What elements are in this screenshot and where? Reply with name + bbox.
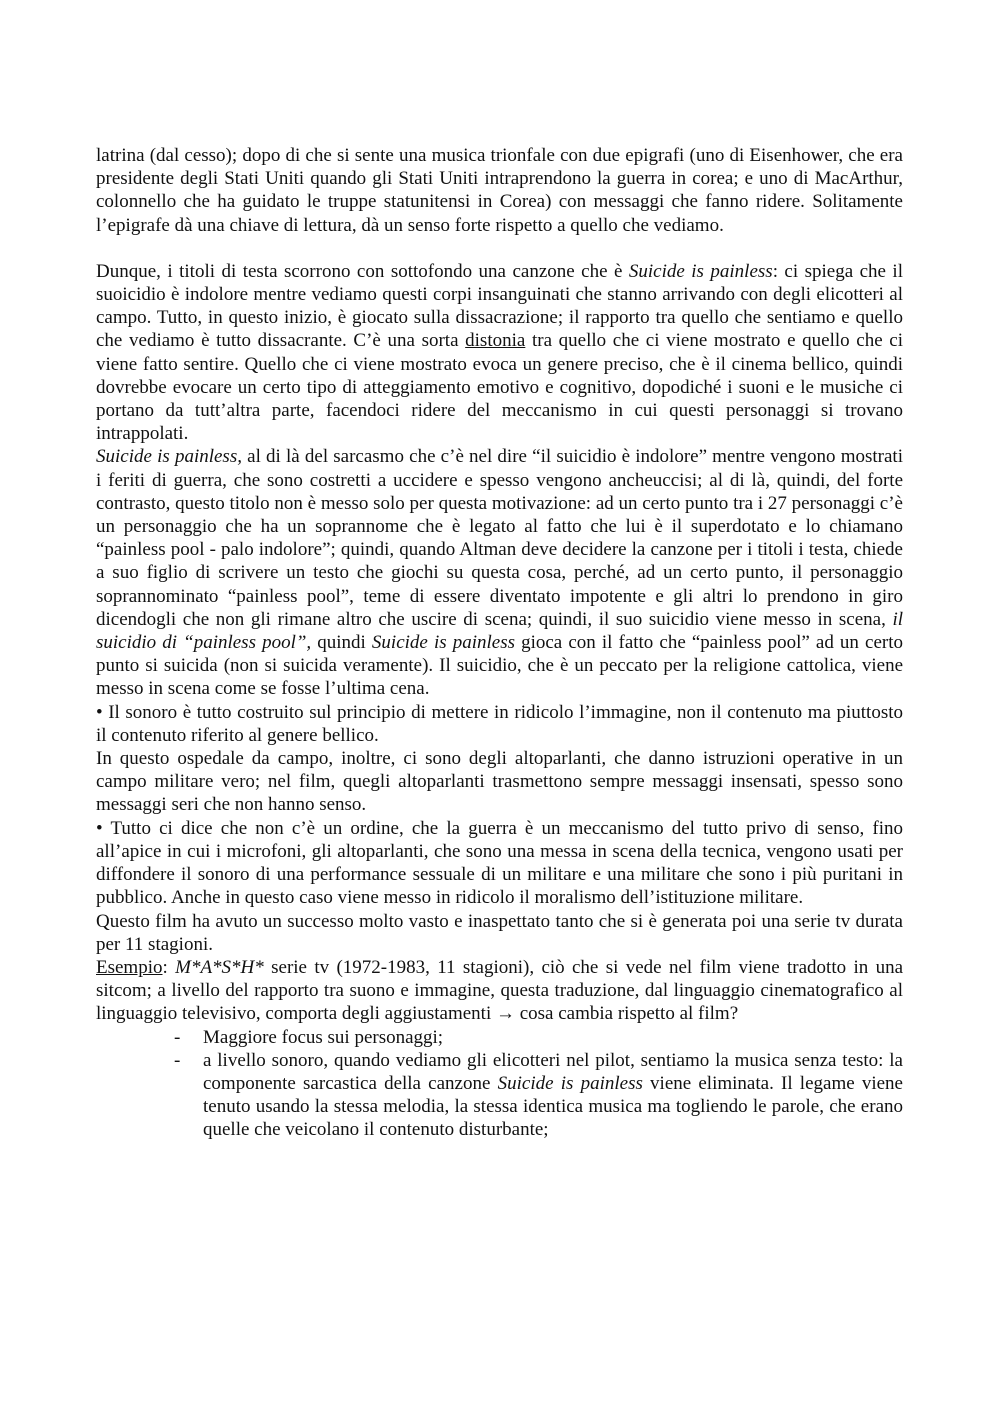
paragraph-example	[96, 956, 903, 1026]
paragraph-suicide-is-painless	[96, 445, 903, 700]
paragraph-gap	[96, 237, 903, 260]
list-item	[96, 1049, 903, 1142]
paragraph-opening-titles	[96, 260, 903, 446]
text-run: quindi	[311, 632, 372, 654]
text-run: al di là del sarcasmo che c’è nel dire “il suicidio è indolore” mentre vengono mostrati i feriti di guerra, che sono costretti a uccidere e spesso vengono ancheuccisi; al di là, quindi, del forte contrasto, questo titolo non è messo solo per questa motivazione: ad un certo punto tra i 27 personaggi c’è un personaggio che ha un soprannome che è legato al fatto che lui è il superdotato e lo chiamano “painless pool - palo indolore”; quindi, quando Altman deve decidere la canzone per i titoli i testa, chiede a suo figlio di scrivere un testo che giochi su questa cosa, perché, ad un certo punto, il personaggio soprannominato “painless pool”, teme di essere diventato impotente e gli altri lo prendono in giro dicendogli che non gli rimane altro che uscire di scena; quindi, il suo suicidio viene messo in scena,	[96, 446, 903, 630]
song-title: Suicide is painless	[628, 260, 773, 282]
text-run: gioca con il fatto che “painless pool” ad un certo punto si suicida (non si suicida veramente). Il suicidio, che è un peccato per la religione cattolica, viene messo in scena come se fosse l’ultima cena.	[96, 632, 903, 700]
paragraph-loudspeakers: In questo ospedale da campo, inoltre, ci sono degli altoparlanti, che danno istruzioni operative in un campo militare vero; nel film, quegli altoparlanti trasmettono sempre messaggi insensati, spesso sono messaggi seri che non hanno senso.	[96, 748, 903, 816]
paragraph-tv-series: Questo film ha avuto un successo molto vasto e inaspettato tanto che si è generata poi una serie tv durata per 11 stagioni.	[96, 910, 903, 955]
text-run: : ci spiega che il suoicidio è indolore mentre vediamo questi corpi insanguinati che stanno arrivando con degli elicotteri al campo. Tutto, in questo inizio, è giocato sulla dissacrazione; il rapporto tra quello che sentiamo e quello che vediamo è tutto dissacrante. C’è una sorta	[96, 260, 903, 352]
song-title: Suicide is painless	[371, 632, 515, 654]
document-body	[96, 144, 903, 1142]
italic-phrase: il suicidio di “painless pool”,	[96, 608, 903, 654]
song-title: Suicide is painless,	[96, 446, 242, 468]
dash-bullet: -	[174, 1026, 181, 1048]
paragraph-epigraphs: latrina (dal cesso); dopo di che si sente una musica trionfale con due epigrafi (uno di Eisenhower, che era presidente degli Stati Uniti quando gli Stati Uniti intraprendono la guerra in corea; e uno di MacArthur, colonnello che ha guidato le truppe statunitensi in Corea) con messaggi che fanno ridere. Solitamente l’epigrafe dà una chiave di lettura, dà un senso forte rispetto a quello che vediamo.	[96, 145, 903, 236]
text-run: :	[162, 956, 176, 978]
text-run: a livello sonoro, quando vediamo gli elicotteri nel pilot, sentiamo la musica senza testo: la componente sarcastica della canzone	[203, 1049, 903, 1094]
underlined-term: distonia	[465, 330, 526, 352]
paragraph-sound-principle: • Il sonoro è tutto costruito sul principio di mettere in ridicolo l’immagine, non il contenuto ma piuttosto il contenuto riferito al genere bellico.	[96, 701, 903, 746]
list-item-text: Maggiore focus sui personaggi;	[203, 1026, 444, 1048]
song-title: Suicide is painless	[497, 1072, 643, 1094]
example-label: Esempio	[96, 956, 163, 978]
dash-bullet: -	[174, 1049, 181, 1071]
show-title: M*A*S*H*	[175, 956, 264, 978]
text-run: viene eliminata. Il legame viene tenuto usando la stessa melodia, la stessa identica musica ma togliendo le parole, che erano quelle che veicolano il contenuto disturbante;	[203, 1072, 903, 1141]
text-run: serie tv (1972-1983, 11 stagioni), ciò che si vede nel film viene tradotto in una sitcom; a livello del rapporto tra suono e immagine, questa traduzione, dal linguaggio cinematografico al linguaggio televisivo, comporta degli aggiustamenti → cosa cambia rispetto al film?	[96, 956, 903, 1025]
list-item	[96, 1026, 903, 1049]
changes-list	[96, 1026, 903, 1142]
paragraph-no-order: • Tutto ci dice che non c’è un ordine, che la guerra è un meccanismo del tutto privo di senso, fino all’apice in cui i microfoni, gli altoparlanti, che sono una messa in scena della tecnica, vengono usati per diffondere il sonoro di una performance sessuale di un militare e una militare che sono i più puritani in pubblico. Anche in questo caso viene messo in ridicolo il moralismo dell’istituzione militare.	[96, 817, 903, 909]
text-run: tra quello che ci viene mostrato e quello che ci viene fatto sentire. Quello che ci viene mostrato evoca un genere preciso, che è il cinema bellico, quindi dovrebbe evocare un certo tipo di atteggiamento emotivo e cognitivo, dopodiché i suoni e le musiche ci portano da tutt’altra parte, facendoci ridere del meccanismo in cui questi personaggi si trovano intrappolati.	[96, 330, 903, 445]
text-run: Dunque, i titoli di testa scorrono con sottofondo una canzone che è	[96, 260, 629, 282]
